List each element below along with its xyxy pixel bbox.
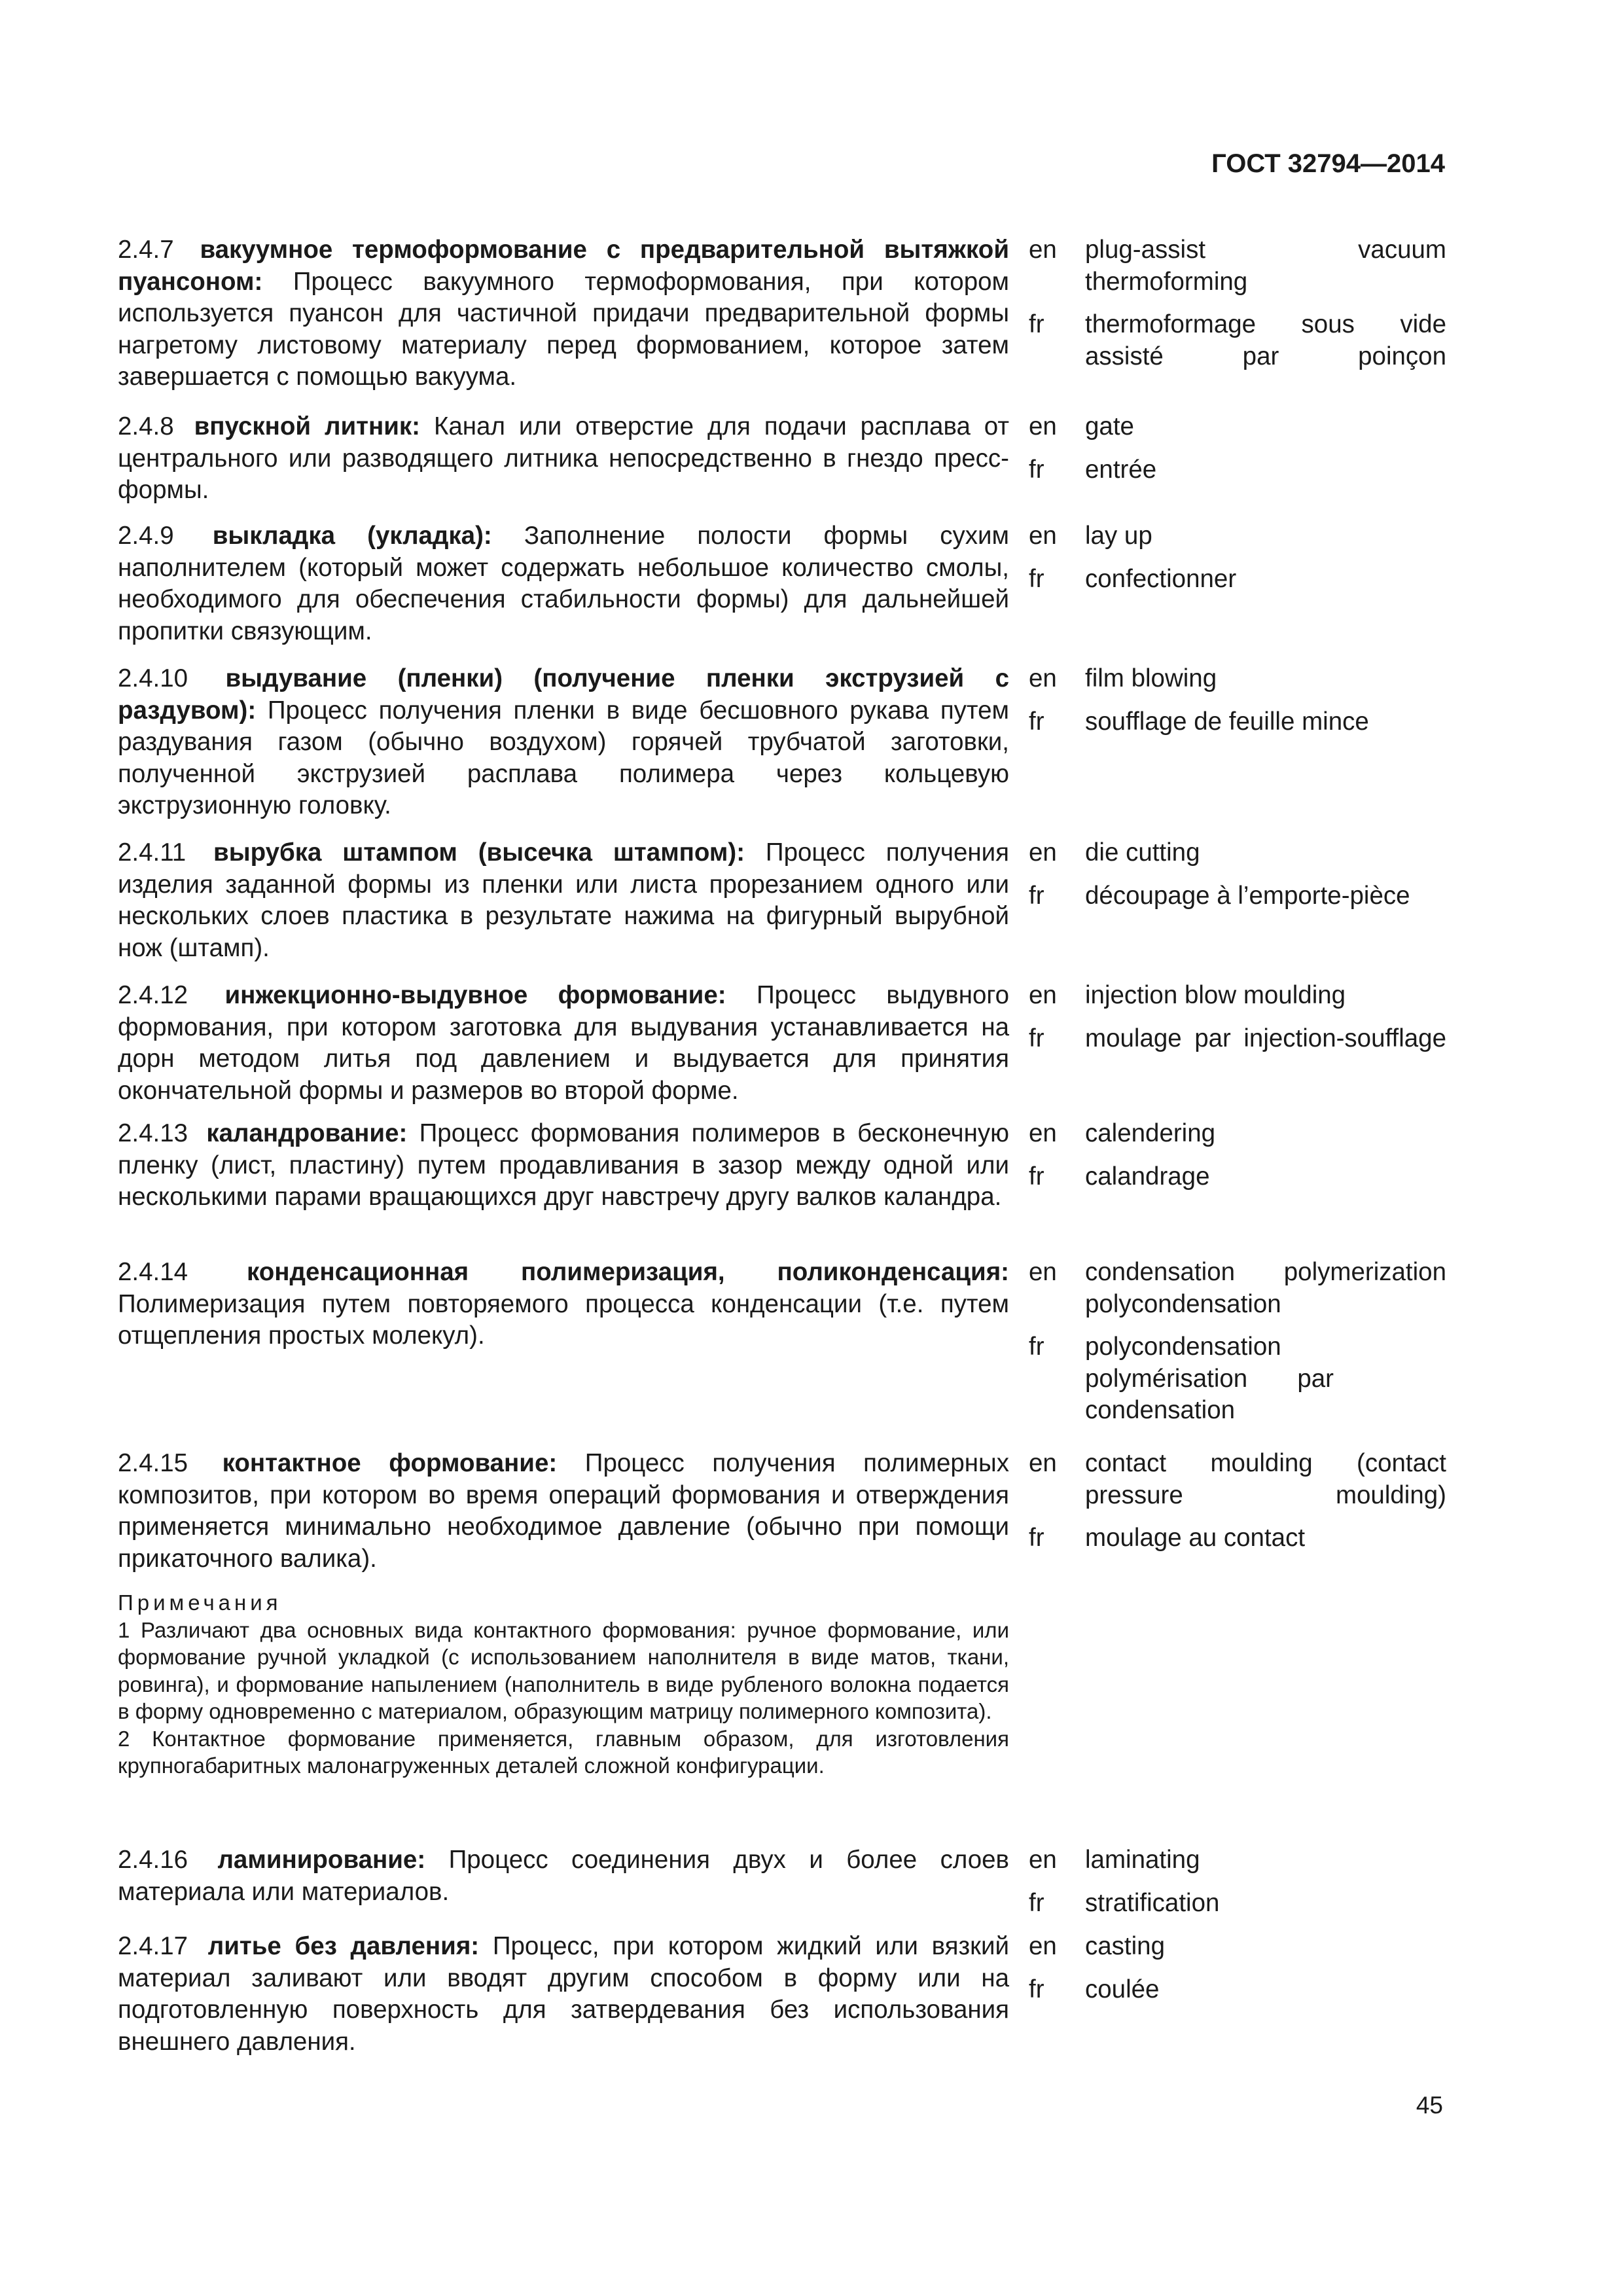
french-term: découpage à l’emporte-pièce — [1085, 881, 1410, 910]
lang-code-fr: fr — [1029, 310, 1044, 338]
notes-title: Примечания — [118, 1590, 282, 1615]
french-term: thermoformage sous vide assisté par poinçon — [1085, 310, 1446, 370]
lang-code-fr: fr — [1029, 1888, 1044, 1917]
term-definition — [118, 980, 1009, 1107]
term-name: контактное формование: — [222, 1449, 558, 1477]
term-name: вырубка штампом (высечка штампом): — [213, 838, 745, 867]
term-translations — [1029, 520, 1446, 606]
lang-code-en: en — [1029, 981, 1057, 1009]
term-definition — [118, 520, 1009, 647]
document-code: ГОСТ 32794—2014 — [1211, 149, 1445, 178]
english-term: condensation polymerization polycondensation — [1085, 1258, 1446, 1318]
lang-code-en: en — [1029, 1258, 1057, 1286]
english-term: lay up — [1085, 522, 1152, 550]
term-definition — [118, 1931, 1009, 2058]
term-name: выкладка (укладка): — [212, 522, 492, 550]
term-translations — [1029, 1448, 1446, 1566]
term-number: 2.4.8 — [118, 412, 174, 440]
lang-code-en: en — [1029, 664, 1057, 692]
notes-block — [118, 1589, 1009, 1780]
term-number: 2.4.14 — [118, 1258, 188, 1286]
term-definition — [118, 1118, 1009, 1213]
term-number: 2.4.12 — [118, 981, 188, 1009]
lang-code-en: en — [1029, 522, 1057, 550]
lang-code-en: en — [1029, 412, 1057, 440]
term-number: 2.4.17 — [118, 1932, 188, 1960]
term-name: каландрование: — [206, 1119, 408, 1147]
term-number: 2.4.10 — [118, 664, 188, 692]
term-definition — [118, 837, 1009, 964]
term-text: Процесс получения изделия заданной формы из пленки или листа прорезанием одного или нескольких слоев пластика в результате нажима на фигурный вырубной нож (штамп). — [118, 838, 1009, 962]
lang-code-fr: fr — [1029, 707, 1044, 736]
term-translations — [1029, 1118, 1446, 1204]
lang-code-fr: fr — [1029, 1024, 1044, 1052]
english-term: injection blow moulding — [1085, 981, 1346, 1009]
english-term: plug-assist vacuum thermoforming — [1085, 236, 1446, 296]
term-text: Канал или отверстие для подачи расплава от центрального или разводящего литника непосредственно в гнездо пресс-формы. — [118, 412, 1010, 504]
term-text: Процесс, при котором жидкий или вязкий материал заливают или вводят другим способом в форму или на подготовленную поверхность для затвердевания без использования внешнего давления. — [118, 1932, 1009, 2056]
term-definition — [118, 1844, 1009, 1908]
french-term: moulage au contact — [1085, 1524, 1306, 1552]
lang-code-en: en — [1029, 838, 1057, 867]
lang-code-en: en — [1029, 1846, 1057, 1874]
term-definition — [118, 663, 1009, 822]
term-translations — [1029, 663, 1446, 749]
term-definition — [118, 1448, 1009, 1575]
lang-code-fr: fr — [1029, 881, 1044, 910]
lang-code-en: en — [1029, 1449, 1057, 1477]
term-text: Процесс получения пленки в виде бесшовного рукава путем раздувания газом (обычно воздухом) горячей трубчатой заготовки, полученной экструзией расплава полимера через кольцевую экструзионную головку. — [118, 696, 1009, 819]
term-name: вакуумное термоформование с предварительной вытяжкой пуансоном: — [118, 236, 1009, 296]
french-term: calandrage — [1085, 1162, 1210, 1191]
english-term: casting — [1085, 1932, 1165, 1960]
term-text: Процесс соединения двух и более слоев материала или материалов. — [118, 1846, 1009, 1906]
term-number: 2.4.7 — [118, 236, 174, 264]
french-term: soufflage de feuille mince — [1085, 707, 1369, 736]
lang-code-fr: fr — [1029, 1333, 1044, 1361]
term-number: 2.4.13 — [118, 1119, 188, 1147]
term-translations — [1029, 1257, 1446, 1438]
english-term: die cutting — [1085, 838, 1200, 867]
lang-code-fr: fr — [1029, 1162, 1044, 1191]
term-translations — [1029, 837, 1446, 923]
lang-code-fr: fr — [1029, 1524, 1044, 1552]
french-term: polycondensation polymérisation par condensation — [1085, 1333, 1334, 1424]
term-text: Процесс формования полимеров в бесконечную пленку (лист, пластину) путем продавливания в зазор между одной или несколькими парами вращающихся друг навстречу другу валков каландра. — [118, 1119, 1009, 1211]
term-definition — [118, 234, 1009, 393]
page-number: 45 — [1416, 2092, 1443, 2119]
term-name: литье без давления: — [207, 1932, 480, 1960]
english-term: gate — [1085, 412, 1134, 440]
term-text: Полимеризация путем повторяемого процесса конденсации (т.е. путем отщепления простых молекул). — [118, 1289, 1009, 1350]
term-translations — [1029, 1931, 1446, 2017]
lang-code-en: en — [1029, 1932, 1057, 1960]
term-name: впускной литник: — [194, 412, 420, 440]
note-item: 1 Различают два основных вида контактного формования: ручное формование, или формование ручной укладкой (с использованием наполнителя в виде матов, ткани, ровинга), и формование напылением (наполнитель в виде рубленого волокна подается в форму одновременно с материалом, образующим матрицу полимерного композита). — [118, 1617, 1009, 1723]
lang-code-en: en — [1029, 1119, 1057, 1147]
term-number: 2.4.9 — [118, 522, 174, 550]
term-name: инжекционно-выдувное формование: — [224, 981, 726, 1009]
french-term: entrée — [1085, 455, 1157, 484]
english-term: laminating — [1085, 1846, 1200, 1874]
term-translations — [1029, 1844, 1446, 1930]
term-text: Процесс выдувного формования, при котором заготовка для выдувания устанавливается на дорн методом литья под давлением и выдувается для принятия окончательной формы и размеров во второй форме. — [118, 981, 1009, 1105]
lang-code-en: en — [1029, 236, 1057, 264]
term-definition — [118, 411, 1009, 507]
term-translations — [1029, 411, 1446, 497]
term-translations — [1029, 234, 1446, 384]
french-term: stratification — [1085, 1888, 1220, 1917]
english-term: contact moulding (contact pressure moulding) — [1085, 1449, 1446, 1509]
term-number: 2.4.16 — [118, 1846, 188, 1874]
english-term: film blowing — [1085, 664, 1217, 692]
term-text: Процесс вакуумного термоформования, при котором используется пуансон для частичной придачи предварительной формы нагретому листовому материалу перед формованием, которое затем завершается с помощью вакуума. — [118, 267, 1009, 391]
term-definition — [118, 1257, 1009, 1352]
english-term: calendering — [1085, 1119, 1216, 1147]
term-name: ламинирование: — [217, 1846, 426, 1874]
note-item: 2 Контактное формование применяется, главным образом, для изготовления крупногабаритных малонагруженных деталей сложной конфигурации. — [118, 1726, 1009, 1778]
term-translations — [1029, 980, 1446, 1066]
term-number: 2.4.15 — [118, 1449, 188, 1477]
french-term: moulage par injection-soufflage — [1085, 1024, 1446, 1052]
term-text: Заполнение полости формы сухим наполнителем (который может содержать небольшое количество смолы, необходимого для обеспечения стабильности формы) для дальнейшей пропитки связующим. — [118, 522, 1010, 645]
term-text: Процесс получения полимерных композитов, при котором во время операций формования и отверждения применяется минимально необходимое давление (обычно при помощи прикаточного валика). — [118, 1449, 1009, 1573]
lang-code-fr: fr — [1029, 1975, 1044, 2003]
lang-code-fr: fr — [1029, 455, 1044, 484]
lang-code-fr: fr — [1029, 564, 1044, 593]
term-name: конденсационная полимеризация, поликонденсация: — [246, 1258, 1009, 1286]
french-term: confectionner — [1085, 564, 1237, 593]
term-name: выдувание (пленки) (получение пленки экструзией с раздувом): — [118, 664, 1009, 725]
french-term: coulée — [1085, 1975, 1160, 2003]
term-number: 2.4.11 — [118, 838, 187, 867]
